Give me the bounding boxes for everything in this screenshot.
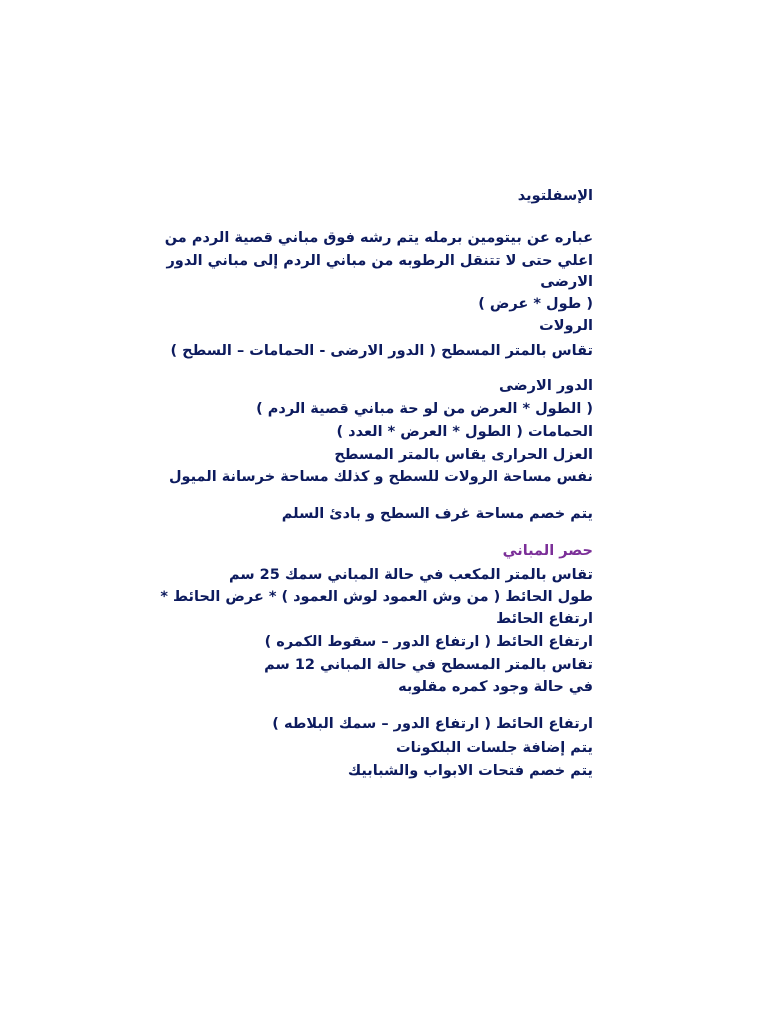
text-line: الحمامات ( الطول * العرض * العدد ) — [336, 424, 593, 440]
text-line: الدور الارضى — [499, 378, 593, 394]
text-line: ( طول * عرض ) — [478, 296, 593, 312]
text-line: اعلي حتى لا تتنقل الرطوبه من مباني الردم إلى مباني الدور — [166, 253, 593, 269]
text-line: في حالة وجود كمره مقلوبه — [398, 679, 593, 695]
section-heading: حصر المباني — [502, 543, 593, 559]
text-line: يتم خصم فتحات الابواب والشبابيك — [347, 763, 593, 779]
text-line: يتم إضافة جلسات البلكونات — [396, 740, 593, 756]
text-line: يتم خصم مساحة غرف السطح و بادئ السلم — [281, 506, 593, 522]
doc-title: الإسفلتويد — [517, 188, 593, 204]
text-line: نفس مساحة الرولات للسطح و كذلك مساحة خرسانة الميول — [168, 469, 593, 485]
text-line: تقاس بالمتر المكعب في حالة المباني سمك 25 سم — [228, 567, 593, 583]
text-line: ( الطول * العرض من لو حة مباني قصية الردم ) — [256, 401, 593, 417]
text-line: عباره عن بيتومين برمله يتم رشه فوق مباني قصية الردم من — [164, 230, 593, 246]
text-line: ارتفاع الحائط — [496, 611, 593, 627]
text-line: الارضى — [540, 274, 593, 290]
text-line: تقاس بالمتر المسطح ( الدور الارضى - الحمامات – السطح ) — [170, 343, 593, 359]
text-line: ارتفاع الحائط ( ارتفاع الدور – سمك البلاطه ) — [272, 716, 593, 732]
text-line: العزل الحرارى يقاس بالمتر المسطح — [334, 447, 593, 463]
text-line: ارتفاع الحائط ( ارتفاع الدور – سقوط الكمره ) — [264, 634, 593, 650]
text-line: طول الحائط ( من وش العمود لوش العمود ) * عرض الحائط * — [160, 589, 593, 605]
text-line: الرولات — [539, 318, 593, 334]
text-line: تقاس بالمتر المسطح في حالة المباني 12 سم — [264, 657, 593, 673]
